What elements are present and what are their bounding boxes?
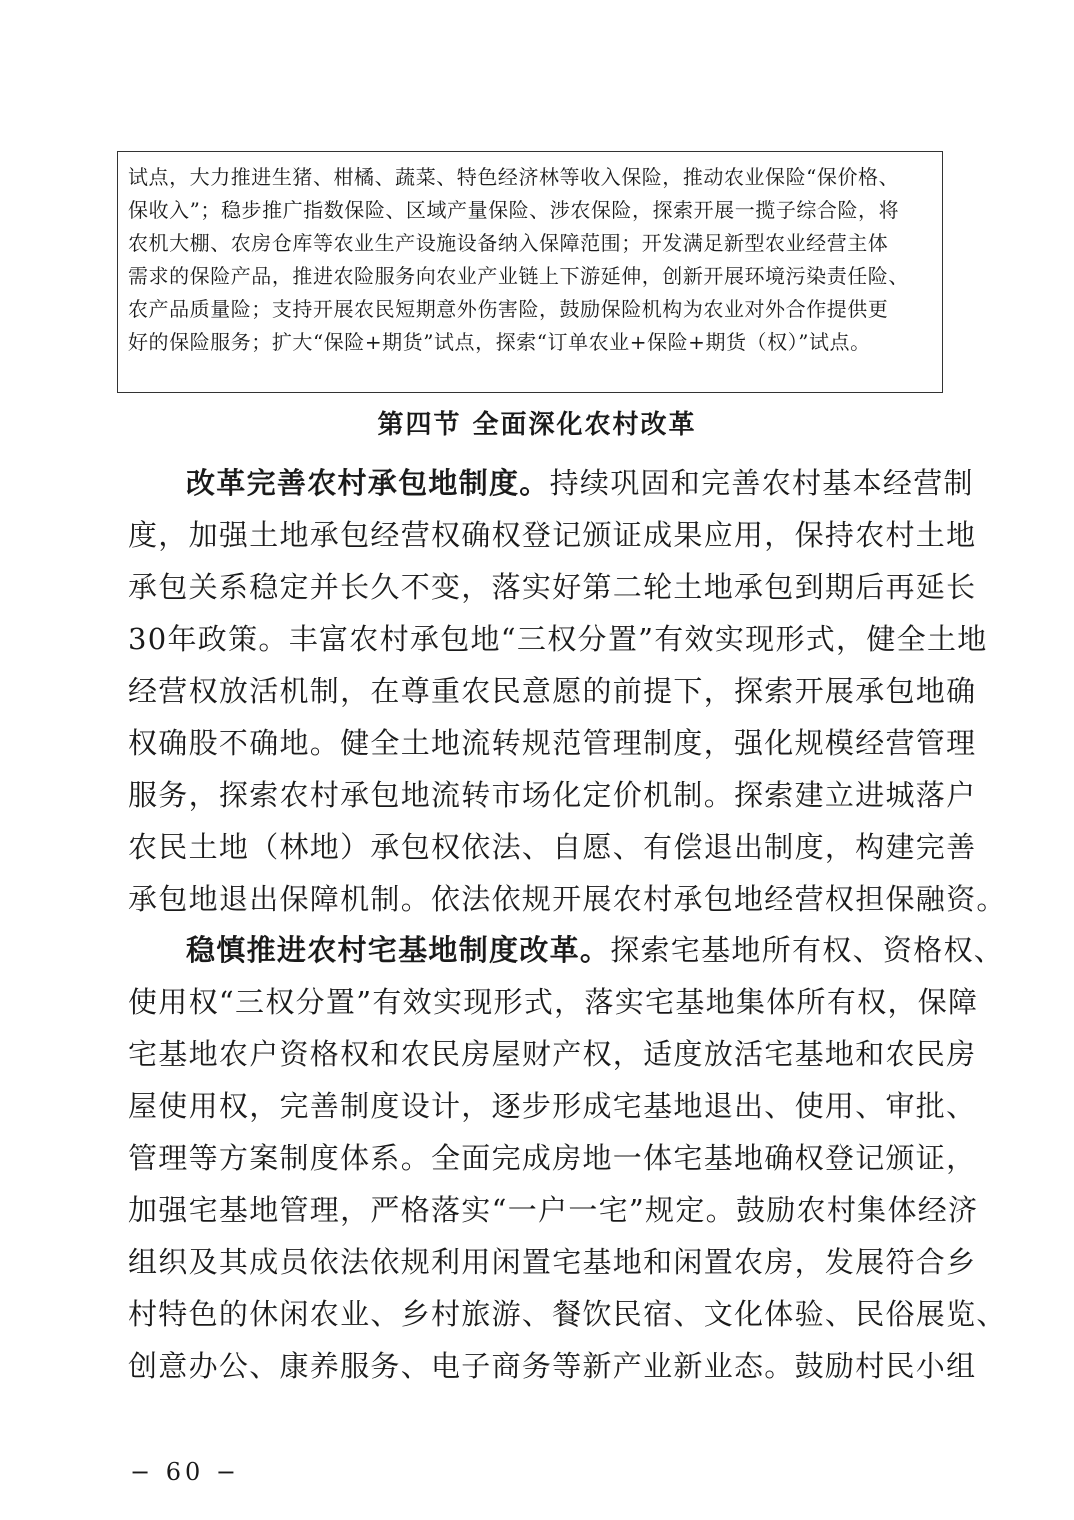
paragraph-line: 承包关系稳定并长久不变，落实好第二轮土地承包到期后再延长 <box>128 570 977 604</box>
paragraph-line: 30年政策。丰富农村承包地“三权分置”有效实现形式，健全土地 <box>128 622 988 656</box>
paragraph-line: 村特色的休闲农业、乡村旅游、餐饮民宿、文化体验、民俗展览、 <box>128 1297 1007 1331</box>
paragraph-line: 宅基地农户资格权和农民房屋财产权，适度放活宅基地和农民房 <box>128 1037 977 1071</box>
box-line: 农机大棚、农房仓库等农业生产设施设备纳入保障范围；开发满足新型农业经营主体 <box>128 231 889 255</box>
box-line: 需求的保险产品，推进农险服务向农业产业链上下游延伸，创新开展环境污染责任险、 <box>128 264 909 288</box>
paragraph-first-line <box>128 924 1005 976</box>
paragraph-line: 承包地退出保障机制。依法依规开展农村承包地经营权担保融资。 <box>128 882 1007 916</box>
box-line: 保收入”；稳步推广指数保险、区域产量保险、涉农保险，探索开展一揽子综合险，将 <box>128 198 900 222</box>
box-line: 好的保险服务；扩大“保险+期货”试点，探索“订单农业+保险+期货（权）”试点。 <box>128 330 871 354</box>
paragraph-line: 加强宅基地管理，严格落实“一户一宅”规定。鼓励农村集体经济 <box>128 1193 979 1227</box>
paragraph-contract-land <box>128 457 1007 925</box>
insurance-text-box <box>117 151 943 393</box>
paragraph-line: 组织及其成员依法依规利用闲置宅基地和闲置农房，发展符合乡 <box>128 1245 977 1279</box>
paragraph-text: 探索宅基地所有权、资格权、 <box>610 933 1005 967</box>
box-line: 试点，大力推进生猪、柑橘、蔬菜、特色经济林等收入保险，推动农业保险“保价格、 <box>128 165 900 189</box>
paragraph-lead: 改革完善农村承包地制度。 <box>186 466 550 500</box>
paragraph-first-line <box>128 457 974 509</box>
paragraph-homestead <box>128 924 1007 1392</box>
paragraph-line: 使用权“三权分置”有效实现形式，落实宅基地集体所有权，保障 <box>128 985 979 1019</box>
paragraph-line: 创意办公、康养服务、电子商务等新产业新业态。鼓励村民小组 <box>128 1349 977 1383</box>
paragraph-line: 服务，探索农村承包地流转市场化定价机制。探索建立进城落户 <box>128 778 977 812</box>
paragraph-line: 权确股不确地。健全土地流转规范管理制度，强化规模经营管理 <box>128 726 977 760</box>
paragraph-line: 度，加强土地承包经营权确权登记颁证成果应用，保持农村土地 <box>128 518 977 552</box>
paragraph-line: 屋使用权，完善制度设计，逐步形成宅基地退出、使用、审批、 <box>128 1089 977 1123</box>
paragraph-line: 经营权放活机制，在尊重农民意愿的前提下，探索开展承包地确 <box>128 674 977 708</box>
page-number: − 60 − <box>130 1458 241 1486</box>
paragraph-line: 农民土地（林地）承包权依法、自愿、有偿退出制度，构建完善 <box>128 830 977 864</box>
box-line: 农产品质量险；支持开展农民短期意外伤害险，鼓励保险机构为农业对外合作提供更 <box>128 297 889 321</box>
paragraph-text: 持续巩固和完善农村基本经营制 <box>549 466 974 500</box>
paragraph-lead: 稳慎推进农村宅基地制度改革。 <box>186 933 611 967</box>
paragraph-line: 管理等方案制度体系。全面完成房地一体宅基地确权登记颁证， <box>128 1141 977 1175</box>
section-heading: 第四节 全面深化农村改革 <box>377 410 697 440</box>
